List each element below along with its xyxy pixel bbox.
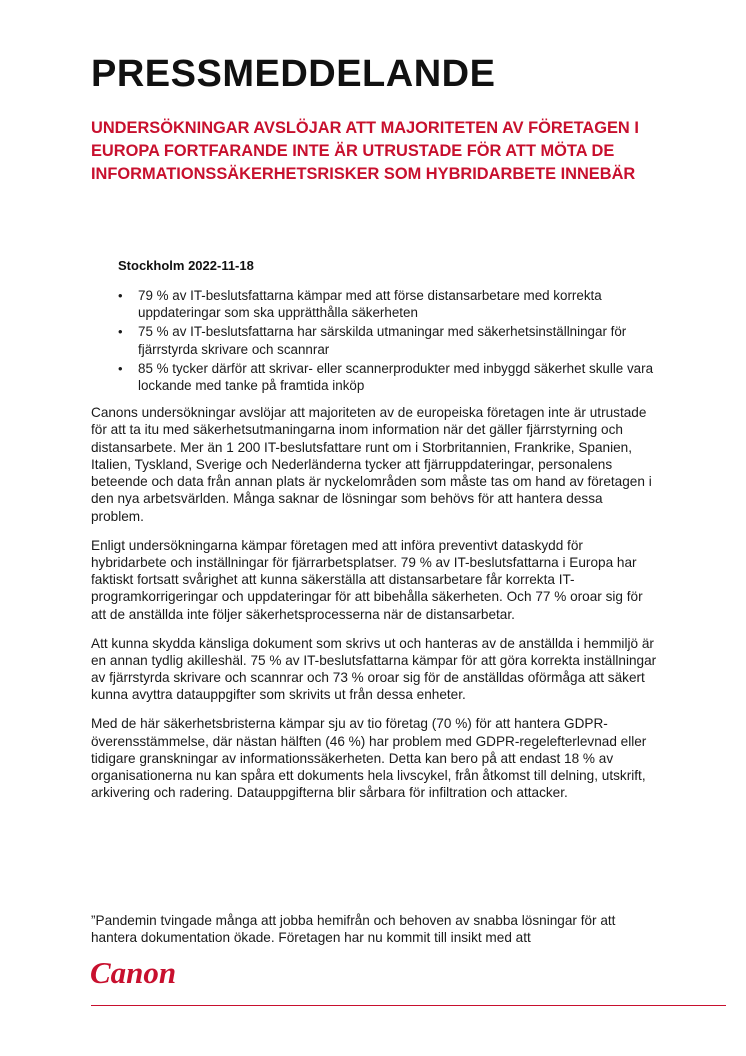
list-item [118, 360, 658, 394]
key-points-list [118, 287, 658, 396]
bullet-text: 79 % av IT-beslutsfattarna kämpar med att förse distansarbetare med korrekta uppdateringar som ska upprätthålla säkerheten [138, 288, 602, 321]
quote-paragraph: ”Pandemin tvingade många att jobba hemifrån och behoven av snabba lösningar för att hantera dokumentation ökade. Företagen har nu kommit till insikt med att [91, 913, 616, 946]
press-headline: UNDERSÖKNINGAR AVSLÖJAR ATT MAJORITETEN AV FÖRETAGEN I EUROPA FORTFARANDE INTE ÄR UTRUSTADE FÖR ATT MÖTA DE INFORMATIONSSÄKERHETSRISKER SOM HYBRIDARBETE INNEBÄR [91, 119, 639, 183]
body-text [91, 404, 659, 813]
list-item [118, 287, 658, 321]
list-item [118, 323, 658, 357]
paragraph: Med de här säkerhetsbristerna kämpar sju av tio företag (70 %) för att hantera GDPR-överensstämmelse, där nästan hälften (46 %) har problem med GDPR-regelefterlevnad eller tidigare granskningar av informationssäkerheten. Detta kan bero på att endast 18 % av organisationerna nu kan spåra ett dokuments hela livscykel, från åtkomst till delning, utskrift, arkivering och radering. Datauppgifterna blir sårbara för infiltration och attacker. [91, 716, 647, 801]
bullet-text: 75 % av IT-beslutsfattarna har särskilda utmaningar med säkerhetsinställningar för fjärrstyrda skrivare och scannrar [138, 324, 627, 357]
canon-logo-icon [90, 955, 202, 989]
bullet-icon: • [118, 360, 123, 376]
paragraph: Enligt undersökningarna kämpar företagen med att införa preventivt dataskydd för hybridarbete och inställningar för fjärrarbetsplatser. 79 % av IT-beslutsfattarna i Europa har faktiskt fortsatt svårighet att kunna säkerställa att distansarbetare får korrekta IT-programkorrigeringar och uppdateringar för att bibehålla säkerheten. Och 77 % oroar sig för att de anställda inte följer säkerhetsprocesserna när de distansarbetar. [91, 537, 643, 622]
footer-divider [91, 1005, 726, 1006]
dateline: Stockholm 2022-11-18 [118, 258, 254, 273]
bullet-text: 85 % tycker därför att skrivar- eller scannerprodukter med inbyggd säkerhet skulle vara lockande med tanke på framtida inköp [138, 360, 654, 394]
paragraph: Att kunna skydda känsliga dokument som skrivs ut och hanteras av de anställda i hemmiljö är en annan tydlig akilleshäl. 75 % av IT-beslutsfattarna kämpar för att göra korrekta inställningar av fjärrstyrda skrivare och scannrar och 73 % oroar sig för de anställdas oförmåga att säkert kunna avyttra datauppgifter som skrivits ut från dessa enheter. [91, 635, 657, 703]
paragraph: Canons undersökningar avslöjar att majoriteten av de europeiska företagen inte är utrustade för att ta itu med säkerhetsutmaningarna inom information när det gäller fjärrstyrning och distansarbete. Mer än 1 200 IT-beslutsfattare runt om i Storbritannien, Frankrike, Spanien, Italien, Tyskland, Sverige och Nederländerna tycker att fjärruppdateringar, personalens beteende och data från annan plats är nyckelområden som måste tas om hand av företagen i den nya arbetsvärlden. Många saknar de lösningar som behövs för att hantera dessa problem. [91, 405, 652, 524]
page-title: PRESSMEDDELANDE [91, 53, 496, 95]
bullet-icon: • [118, 288, 123, 303]
canon-logo [90, 955, 202, 994]
bullet-icon: • [118, 324, 123, 340]
canon-logo-text: Canon [90, 955, 177, 989]
